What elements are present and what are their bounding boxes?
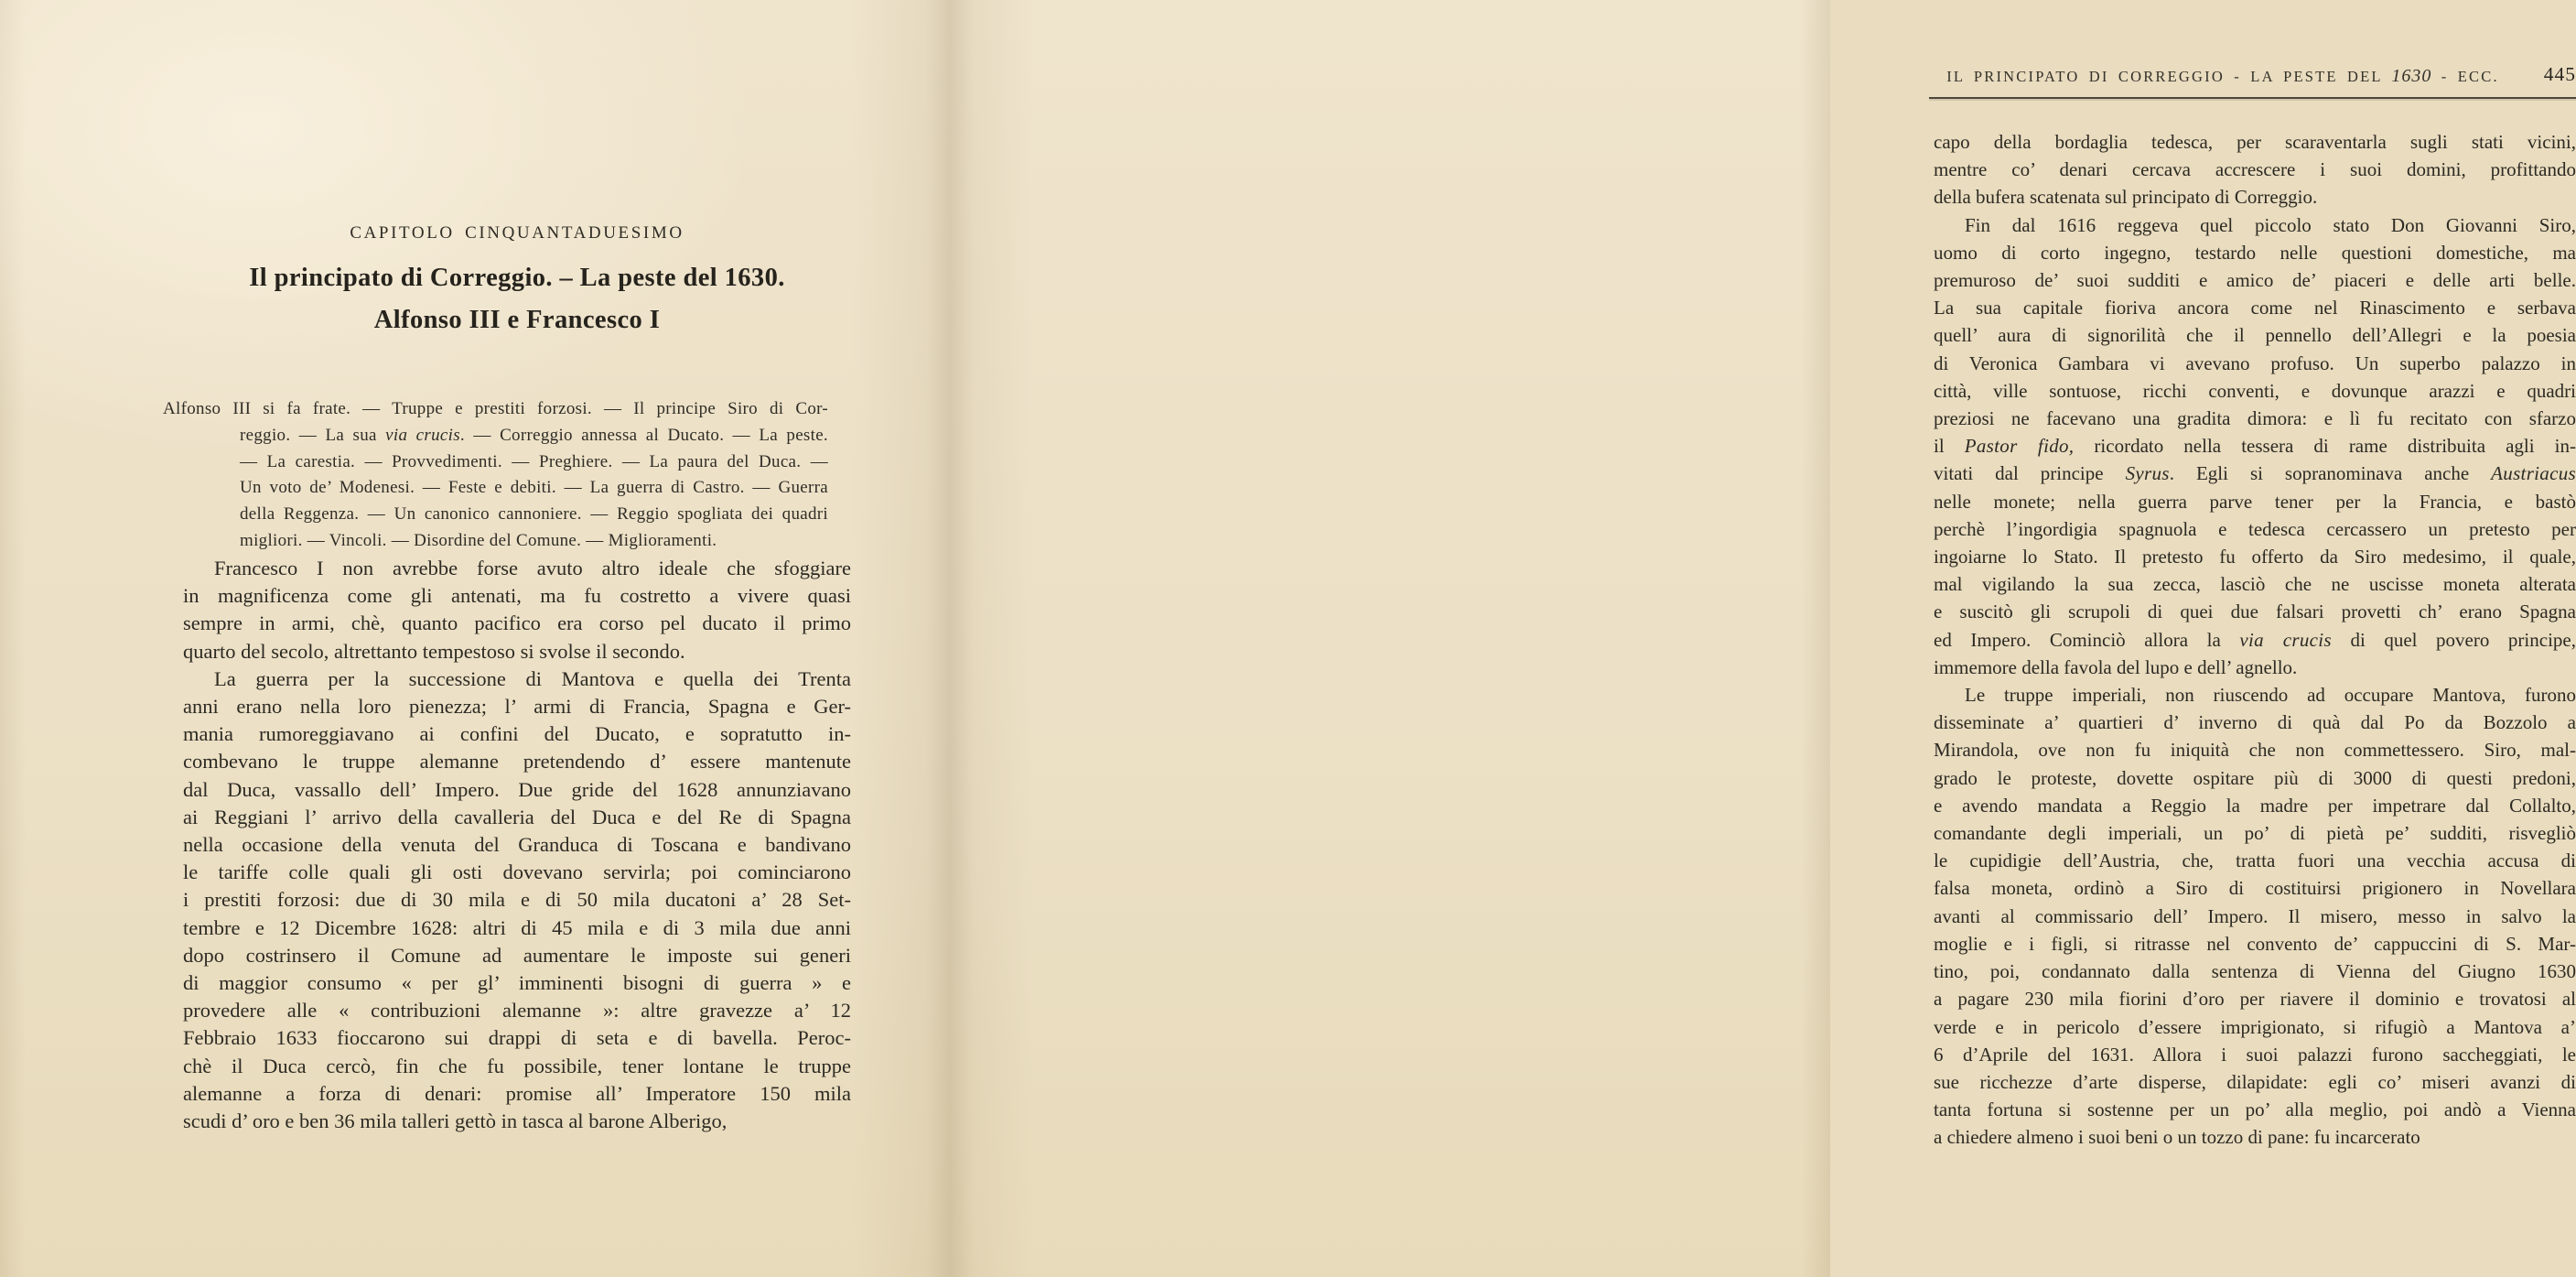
text-line: nella occasione della venuta del Granduca di Toscana e bandivano <box>183 833 851 857</box>
text-line: immemore della favola del lupo e dell’ agnello. <box>1934 655 2298 678</box>
chapter-title <box>169 257 865 341</box>
body-paragraph <box>1934 681 2576 1151</box>
body-paragraph <box>1934 128 2576 211</box>
body-paragraph <box>183 666 851 1135</box>
text-line: alemanne a forza di denari: promise all’ Imperatore 150 mila <box>183 1081 851 1105</box>
text-line: provedere alle « contribuzioni alemanne »: altre gravezze a’ 12 <box>183 999 851 1023</box>
text-line: avanti al commissario dell’ Impero. Il misero, messo in salvo la <box>1934 904 2576 927</box>
text-line: sue ricchezze d’arte disperse, dilapidate: egli co’ miseri avanzi di <box>1934 1070 2576 1093</box>
text-line: nelle monete; nella guerra parve tener per la Francia, e bastò <box>1934 490 2576 513</box>
body-paragraph <box>1934 211 2576 681</box>
text-line: moglie e i figli, si ritrasse nel convento de’ cappuccini di S. Mar- <box>1934 932 2576 955</box>
text-line: reggio. — La sua via crucis. — Correggio annessa al Ducato. — La peste. <box>240 425 828 445</box>
text-line: dopo costrinsero il Comune ad aumentare le imposte sui generi <box>183 943 851 967</box>
text-line: della Reggenza. — Un canonico cannoniere. — Reggio spogliata dei quadri <box>240 504 828 525</box>
text-line: 6 d’Aprile del 1631. Allora i suoi palazzi furono saccheggiati, le <box>1934 1043 2576 1066</box>
right-page-body <box>1934 128 2576 1152</box>
text-line: ed Impero. Cominciò allora la via crucis di quel povero principe, <box>1934 628 2576 651</box>
text-line: perchè l’ingordigia spagnuola e tedesca cercassero un pretesto per <box>1934 517 2576 540</box>
text-line: di maggior consumo « per gl’ imminenti bisogni di guerra » e <box>183 971 851 995</box>
text-line: capo della bordaglia tedesca, per scaraventarla sugli stati vicini, <box>1934 131 2576 153</box>
text-line: ingoiarne lo Stato. Il pretesto fu offerto da Siro medesimo, il quale, <box>1934 546 2576 568</box>
text-line: di Veronica Gambara vi avevano profuso. Un superbo palazzo in <box>1934 352 2576 374</box>
text-line: sempre in armi, chè, quanto pacifico era corso pel ducato il primo <box>183 611 851 635</box>
chapter-title-line2: Alfonso III e Francesco I <box>373 306 661 334</box>
chapter-summary <box>163 396 828 555</box>
running-title: IL PRINCIPATO DI CORREGGIO - LA PESTE DEL 1630 - ECC. <box>1946 66 2499 86</box>
text-line: quarto del secolo, altrettanto tempestoso si svolse il secondo. <box>183 639 685 663</box>
text-line: le cupidigie dell’Austria, che, tratta fuori una vecchia accusa di <box>1934 850 2576 872</box>
text-line: Le truppe imperiali, non riuscendo ad occupare Mantova, furono <box>1965 684 2576 707</box>
text-line: — La carestia. — Provvedimenti. — Preghiere. — La paura del Duca. — <box>240 451 828 471</box>
text-line: Febbraio 1633 fioccarono sui drappi di seta e di bavella. Peroc- <box>183 1026 851 1050</box>
text-line: verde e in pericolo d’essere imprigionato, si rifugiò a Mantova a’ <box>1934 1015 2576 1038</box>
page-number: 445 <box>2543 63 2576 85</box>
text-line: e avendo mandata a Reggio la madre per impetrare dal Collalto, <box>1934 794 2576 817</box>
running-header <box>1934 63 2576 92</box>
text-line: Fin dal 1616 reggeva quel piccolo stato Don Giovanni Siro, <box>1965 213 2576 236</box>
text-line: uomo di corto ingegno, testardo nelle questioni domestiche, ma <box>1934 241 2576 264</box>
text-line: vitati dal principe Syrus. Egli si sopranominava anche Austriacus <box>1934 462 2576 485</box>
text-line: i prestiti forzosi: due di 30 mila e di 50 mila ducatoni a’ 28 Set- <box>183 888 851 912</box>
text-line: tembre e 12 Dicembre 1628: altri di 45 mila e di 3 mila due anni <box>183 915 851 939</box>
header-rule <box>1929 97 2576 99</box>
text-line: disseminate a’ quartieri d’ inverno di quà dal Po da Bozzolo a <box>1934 711 2576 734</box>
text-line: a pagare 230 mila fiorini d’oro per riavere il dominio e trovatosi al <box>1934 988 2576 1011</box>
text-line: e suscitò gli scrupoli di quei due falsari provetti ch’ erano Spagna <box>1934 601 2576 623</box>
text-line: mal vigilando la sua zecca, lasciò che ne uscisse moneta alterata <box>1934 573 2576 596</box>
body-paragraph <box>183 555 851 666</box>
text-line: falsa moneta, ordinò a Siro di costituirsi prigionero in Novellara <box>1934 877 2576 900</box>
text-line: La guerra per la successione di Mantova e quella dei Trenta <box>214 666 851 690</box>
text-line: della bufera scatenata sul principato di Correggio. <box>1934 186 2318 209</box>
text-line: scudi d’ oro e ben 36 mila talleri gettò in tasca al barone Alberigo, <box>183 1109 728 1133</box>
text-line: Mirandola, ove non fu iniquità che non commettessero. Siro, mal- <box>1934 739 2576 762</box>
text-line: ai Reggiani l’ arrivo della cavalleria del Duca e del Re di Spagna <box>183 805 851 828</box>
text-line: tino, poi, condannato dalla sentenza di Vienna del Giugno 1630 <box>1934 960 2576 983</box>
text-line: città, ville sontuose, ricchi conventi, e dovunque arazzi e quadri <box>1934 379 2576 402</box>
chapter-heading: CAPITOLO CINQUANTADUESIMO <box>350 223 684 243</box>
text-line: La sua capitale fioriva ancora come nel Rinascimento e serbava <box>1934 297 2576 319</box>
text-line: grado le proteste, dovette ospitare più di 3000 di questi predoni, <box>1934 766 2576 789</box>
text-line: premuroso de’ suoi sudditi e amico de’ piaceri e delle arti belle. <box>1934 269 2576 292</box>
text-line: in magnificenza come gli antenati, ma fu costretto a vivere quasi <box>183 584 851 608</box>
text-line: il Pastor fido, ricordato nella tessera di rame distribuita agli in- <box>1934 435 2576 458</box>
text-line: mentre co’ denari cercava accrescere i suoi domini, profittando <box>1934 158 2576 181</box>
chapter-title-line1: Il principato di Correggio. – La peste del 1630. <box>249 264 785 292</box>
text-line: migliori. — Vincoli. — Disordine del Comune. — Miglioramenti. <box>240 530 717 550</box>
text-line: dal Duca, vassallo dell’ Impero. Due gride del 1628 annunziavano <box>183 777 851 801</box>
text-line: Un voto de’ Modenesi. — Feste e debiti. — La guerra di Castro. — Guerra <box>240 478 828 498</box>
left-page <box>0 0 915 1277</box>
text-line: mania rumoreggiavano ai confini del Ducato, e sopratutto in- <box>183 722 851 746</box>
right-page <box>915 0 2576 1277</box>
text-line: combevano le truppe alemanne pretendendo d’ essere mantenute <box>183 750 851 774</box>
text-line: preziosi ne facevano una gradita dimora: e lì fu recitato con sfarzo <box>1934 407 2576 430</box>
text-line: comandante degli imperiali, un po’ di pietà pe’ sudditi, risvegliò <box>1934 822 2576 845</box>
text-line: le tariffe colle quali gli osti dovevano servirla; poi cominciarono <box>183 860 851 884</box>
text-line: anni erano nella loro pienezza; l’ armi di Francia, Spagna e Ger- <box>183 695 851 719</box>
left-page-body <box>183 555 851 1135</box>
text-line: Alfonso III si fa frate. — Truppe e prestiti forzosi. — Il principe Siro di Cor- <box>163 399 828 418</box>
text-line: chè il Duca cercò, fin che fu possibile, tener lontane le truppe <box>183 1054 851 1077</box>
text-line: quell’ aura di signorilità che il pennello dell’Allegri e la poesia <box>1934 324 2576 347</box>
text-line: a chiedere almeno i suoi beni o un tozzo di pane: fu incarcerato <box>1934 1126 2420 1149</box>
text-line: Francesco I non avrebbe forse avuto altro ideale che sfoggiare <box>214 557 851 579</box>
text-line: tanta fortuna si sostenne per un po’ alla meglio, poi andò a Vienna <box>1934 1098 2576 1121</box>
